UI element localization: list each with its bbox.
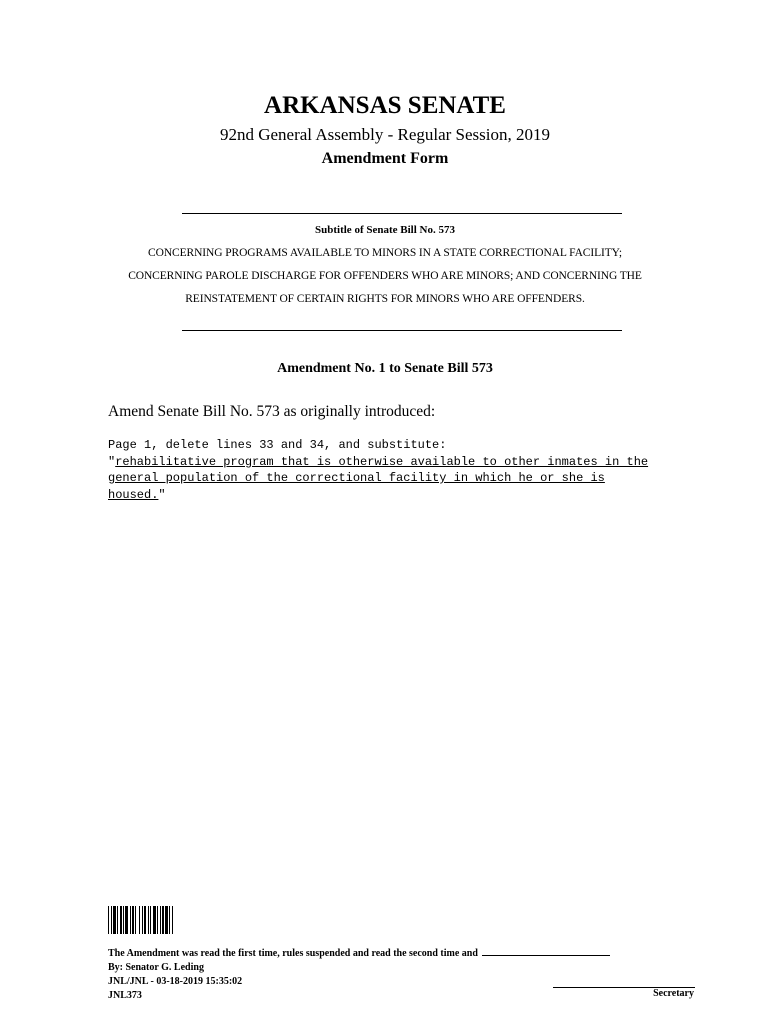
barcode-icon: [108, 906, 200, 934]
close-quote: ": [158, 487, 166, 502]
substitute-text: general population of the correctional facility in which he or she is: [108, 471, 605, 485]
by-line: By: Senator G. Leding: [108, 962, 204, 973]
page-line-instruction: Page 1, delete lines 33 and 34, and substitute:: [108, 438, 447, 452]
substitute-text: housed.: [108, 487, 159, 502]
subtitle-line: CONCERNING PAROLE DISCHARGE FOR OFFENDERS WHO ARE MINORS; AND CONCERNING THE: [128, 270, 642, 282]
amendment-heading: Amendment No. 1 to Senate Bill 573: [277, 361, 493, 376]
subtitle-line: REINSTATEMENT OF CERTAIN RIGHTS FOR MINORS WHO ARE OFFENDERS.: [185, 293, 585, 305]
session-line: 92nd General Assembly - Regular Session, 2019: [219, 125, 551, 144]
document-title: ARKANSAS SENATE: [264, 92, 506, 119]
substitute-text-line: [108, 470, 708, 487]
read-statement: [108, 948, 610, 959]
journal-line: JNL/JNL - 03-18-2019 15:35:02: [108, 976, 243, 987]
read-statement-text: The Amendment was read the first time, rules suspended and read the second time and: [108, 948, 478, 959]
substitute-text-line: [108, 487, 708, 504]
signature-blank: [482, 955, 610, 956]
top-divider: [182, 213, 622, 214]
substitute-text-line: [108, 454, 708, 471]
open-quote: ": [108, 454, 116, 469]
substitute-text: rehabilitative program that is otherwise available to other inmates in the: [115, 454, 649, 469]
subtitle-label: Subtitle of Senate Bill No. 573: [315, 224, 455, 236]
journal-code: JNL373: [108, 990, 142, 1001]
form-name: Amendment Form: [321, 150, 449, 167]
barcode-bar: [173, 906, 174, 934]
bottom-divider: [182, 330, 622, 331]
amendment-instruction: Amend Senate Bill No. 573 as originally introduced:: [108, 403, 436, 420]
secretary-label: Secretary: [653, 988, 694, 999]
subtitle-line: CONCERNING PROGRAMS AVAILABLE TO MINORS IN A STATE CORRECTIONAL FACILITY;: [148, 247, 622, 259]
